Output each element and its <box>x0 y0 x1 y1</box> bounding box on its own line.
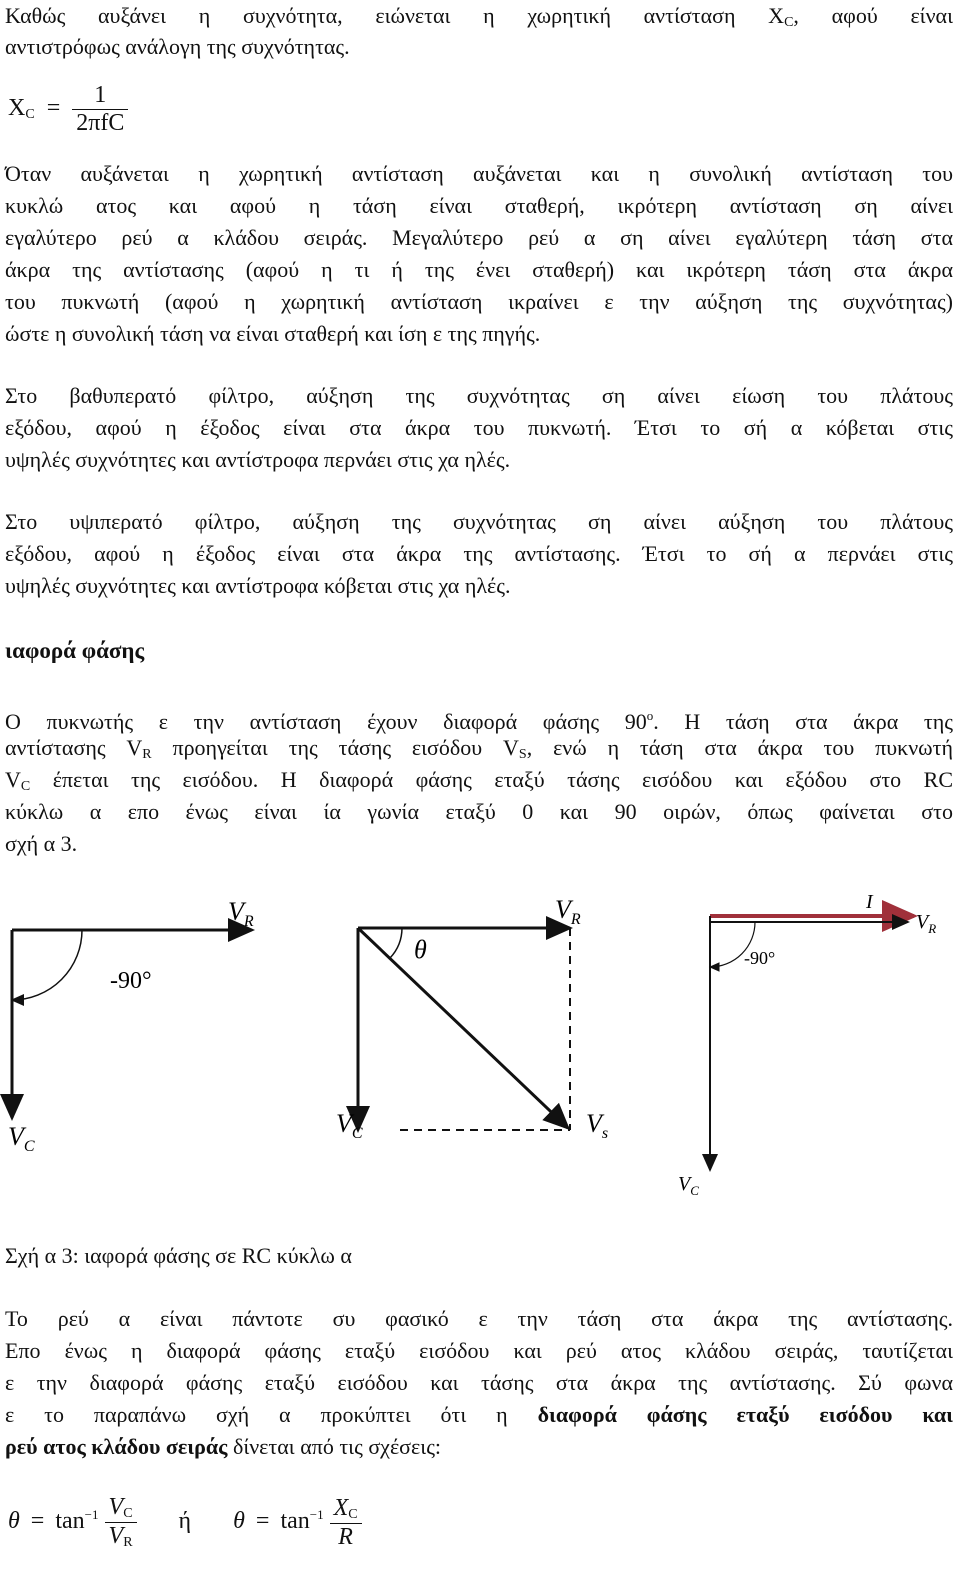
text-line: ώστε η συνολική τάση να είναι σταθερή και ίση ε της πηγής. <box>5 321 541 346</box>
text-line: $V_C$ έπεται της εισόδου. Η διαφορά φάσης εταξύ τάσης εισόδου και εξόδου στο RC <box>5 767 953 794</box>
text-line: Στο υψιπερατό φίλτρο, αύξηση της συχνότητας ση αίνει αύξηση του πλάτους <box>5 509 953 534</box>
text-line: Όταν αυξάνεται η χωρητική αντίσταση αυξάνεται και η συνολική αντίσταση του <box>5 161 953 186</box>
text-line: άκρα της αντίστασης (αφού η τι ή της ένει σταθερή) και ικρότερη τάση στα άκρα <box>5 257 953 282</box>
figure-caption: Σχή α 3: ιαφορά φάσης σε RC κύκλω α <box>5 1243 352 1268</box>
text-line: εξόδου, αφού η έξοδος είναι στα άκρα της αντίστασης. Έτσι το σή α περνάει στις <box>5 541 953 566</box>
text-line: εγαλύτερο ρεύ α κλάδου σειράς. Μεγαλύτερο ρεύ α ση αίνει εγαλύτερη τάση στα <box>5 225 953 250</box>
phasor-diagram-3 <box>640 880 958 1200</box>
vs-label: V <box>586 1109 602 1138</box>
angle-label: -90° <box>110 968 152 994</box>
text-line: Ο πυκνωτής ε την αντίσταση έχουν διαφορά φάσης 90$^o$. Η τάση στα άκρα της <box>5 708 953 734</box>
text-line: Στο βαθυπερατό φίλτρο, αύξηση της συχνότητας ση αίνει είωση του πλάτους <box>5 383 953 408</box>
vc-label: V <box>336 1109 352 1138</box>
text-line: αντίστασης $V_R$ προηγείται της τάσης εισόδου $V_S$, ενώ η τάση στα άκρα του πυκνωτή <box>5 735 953 762</box>
section-heading: ιαφορά φάσης <box>5 638 145 663</box>
angle-label: -90° <box>744 948 776 968</box>
current-label: I <box>866 891 873 913</box>
theta-arc <box>390 928 402 958</box>
text-line: Επο ένως η διαφορά φάσης εταξύ εισόδου και ρεύ ατος κλάδου σειράς, ταυτίζεται <box>5 1338 953 1363</box>
text-line: υψηλές συχνότητες και αντίστροφα περνάει στις χα ηλές. <box>5 447 511 472</box>
svg-text:VC: $V_C$ <box>8 1122 35 1155</box>
text-line: ε την διαφορά φάσης εταξύ εισόδου και τάσης στα άκρα της αντίστασης. Σύ φωνα <box>5 1370 953 1395</box>
text-line: κύκλω α επο ένως είναι ία γωνία εταξύ 0 και 90 οιρών, όπως φαίνεται στο <box>5 799 953 824</box>
angle-arc <box>12 930 82 1000</box>
text-line: εξόδου, αφού η έξοδος είναι στα άκρα του πυκνωτή. Έτσι το σή α κόβεται στις <box>5 415 953 440</box>
theta-formula: $\theta = \tan^{-1}$ $\frac{V_C}{V_R}$ ή $\theta = \tan^{-1}$ $\frac{X_C}{R}$ <box>8 1494 362 1551</box>
svg-text:VR: $V_R$ <box>555 895 581 928</box>
theta-label: θ <box>414 935 427 964</box>
xc-formula: $X_C$ = $\frac{1}{\text{2πfC}}$ <box>8 82 128 137</box>
text-line: Καθώς αυξάνει η συχνότητα, ειώνεται η χωρητική αντίσταση $X_C$, αφού είναι <box>5 3 953 30</box>
text-line: σχή α 3. <box>5 831 78 856</box>
vr-label: V <box>555 895 571 924</box>
phasor-diagram-2 <box>320 880 630 1170</box>
text-line: κυκλώ ατος και αφού η τάση είναι σταθερή, ικρότερη αντίσταση ση αίνει <box>5 193 953 218</box>
text-line: ε το παραπάνω σχή α προκύπτει ότι η διαφορά φάσης εταξύ εισόδου και <box>5 1402 953 1427</box>
svg-text:VR: $V_R$ <box>916 911 937 936</box>
vs-vector <box>358 928 568 1128</box>
text-line: υψηλές συχνότητες και αντίστροφα κόβεται στις χα ηλές. <box>5 573 511 598</box>
text-line: του πυκνωτή (αφού η χωρητική αντίσταση ικραίνει ε την αύξηση της συχνότητας) <box>5 289 953 314</box>
phasor-diagram-1 <box>0 880 310 1170</box>
vc-label: V <box>8 1122 24 1151</box>
vc-label: V <box>678 1173 691 1195</box>
svg-text:Vs: $V_s$ <box>586 1109 609 1142</box>
svg-text:VR: $V_R$ <box>228 897 254 930</box>
text-line: αντιστρόφως ανάλογη της συχνότητας. <box>5 34 350 59</box>
text-line: ρεύ ατος κλάδου σειράς δίνεται από τις σχέσεις: <box>5 1434 442 1459</box>
text-line: Το ρεύ α είναι πάντοτε συ φασικό ε την τάση στα άκρα της αντίστασης. <box>5 1306 953 1331</box>
svg-text:VC: $V_C$ <box>336 1109 363 1142</box>
vr-label: V <box>228 897 244 926</box>
vr-label: V <box>916 911 929 933</box>
svg-text:VC: $V_C$ <box>678 1173 699 1198</box>
